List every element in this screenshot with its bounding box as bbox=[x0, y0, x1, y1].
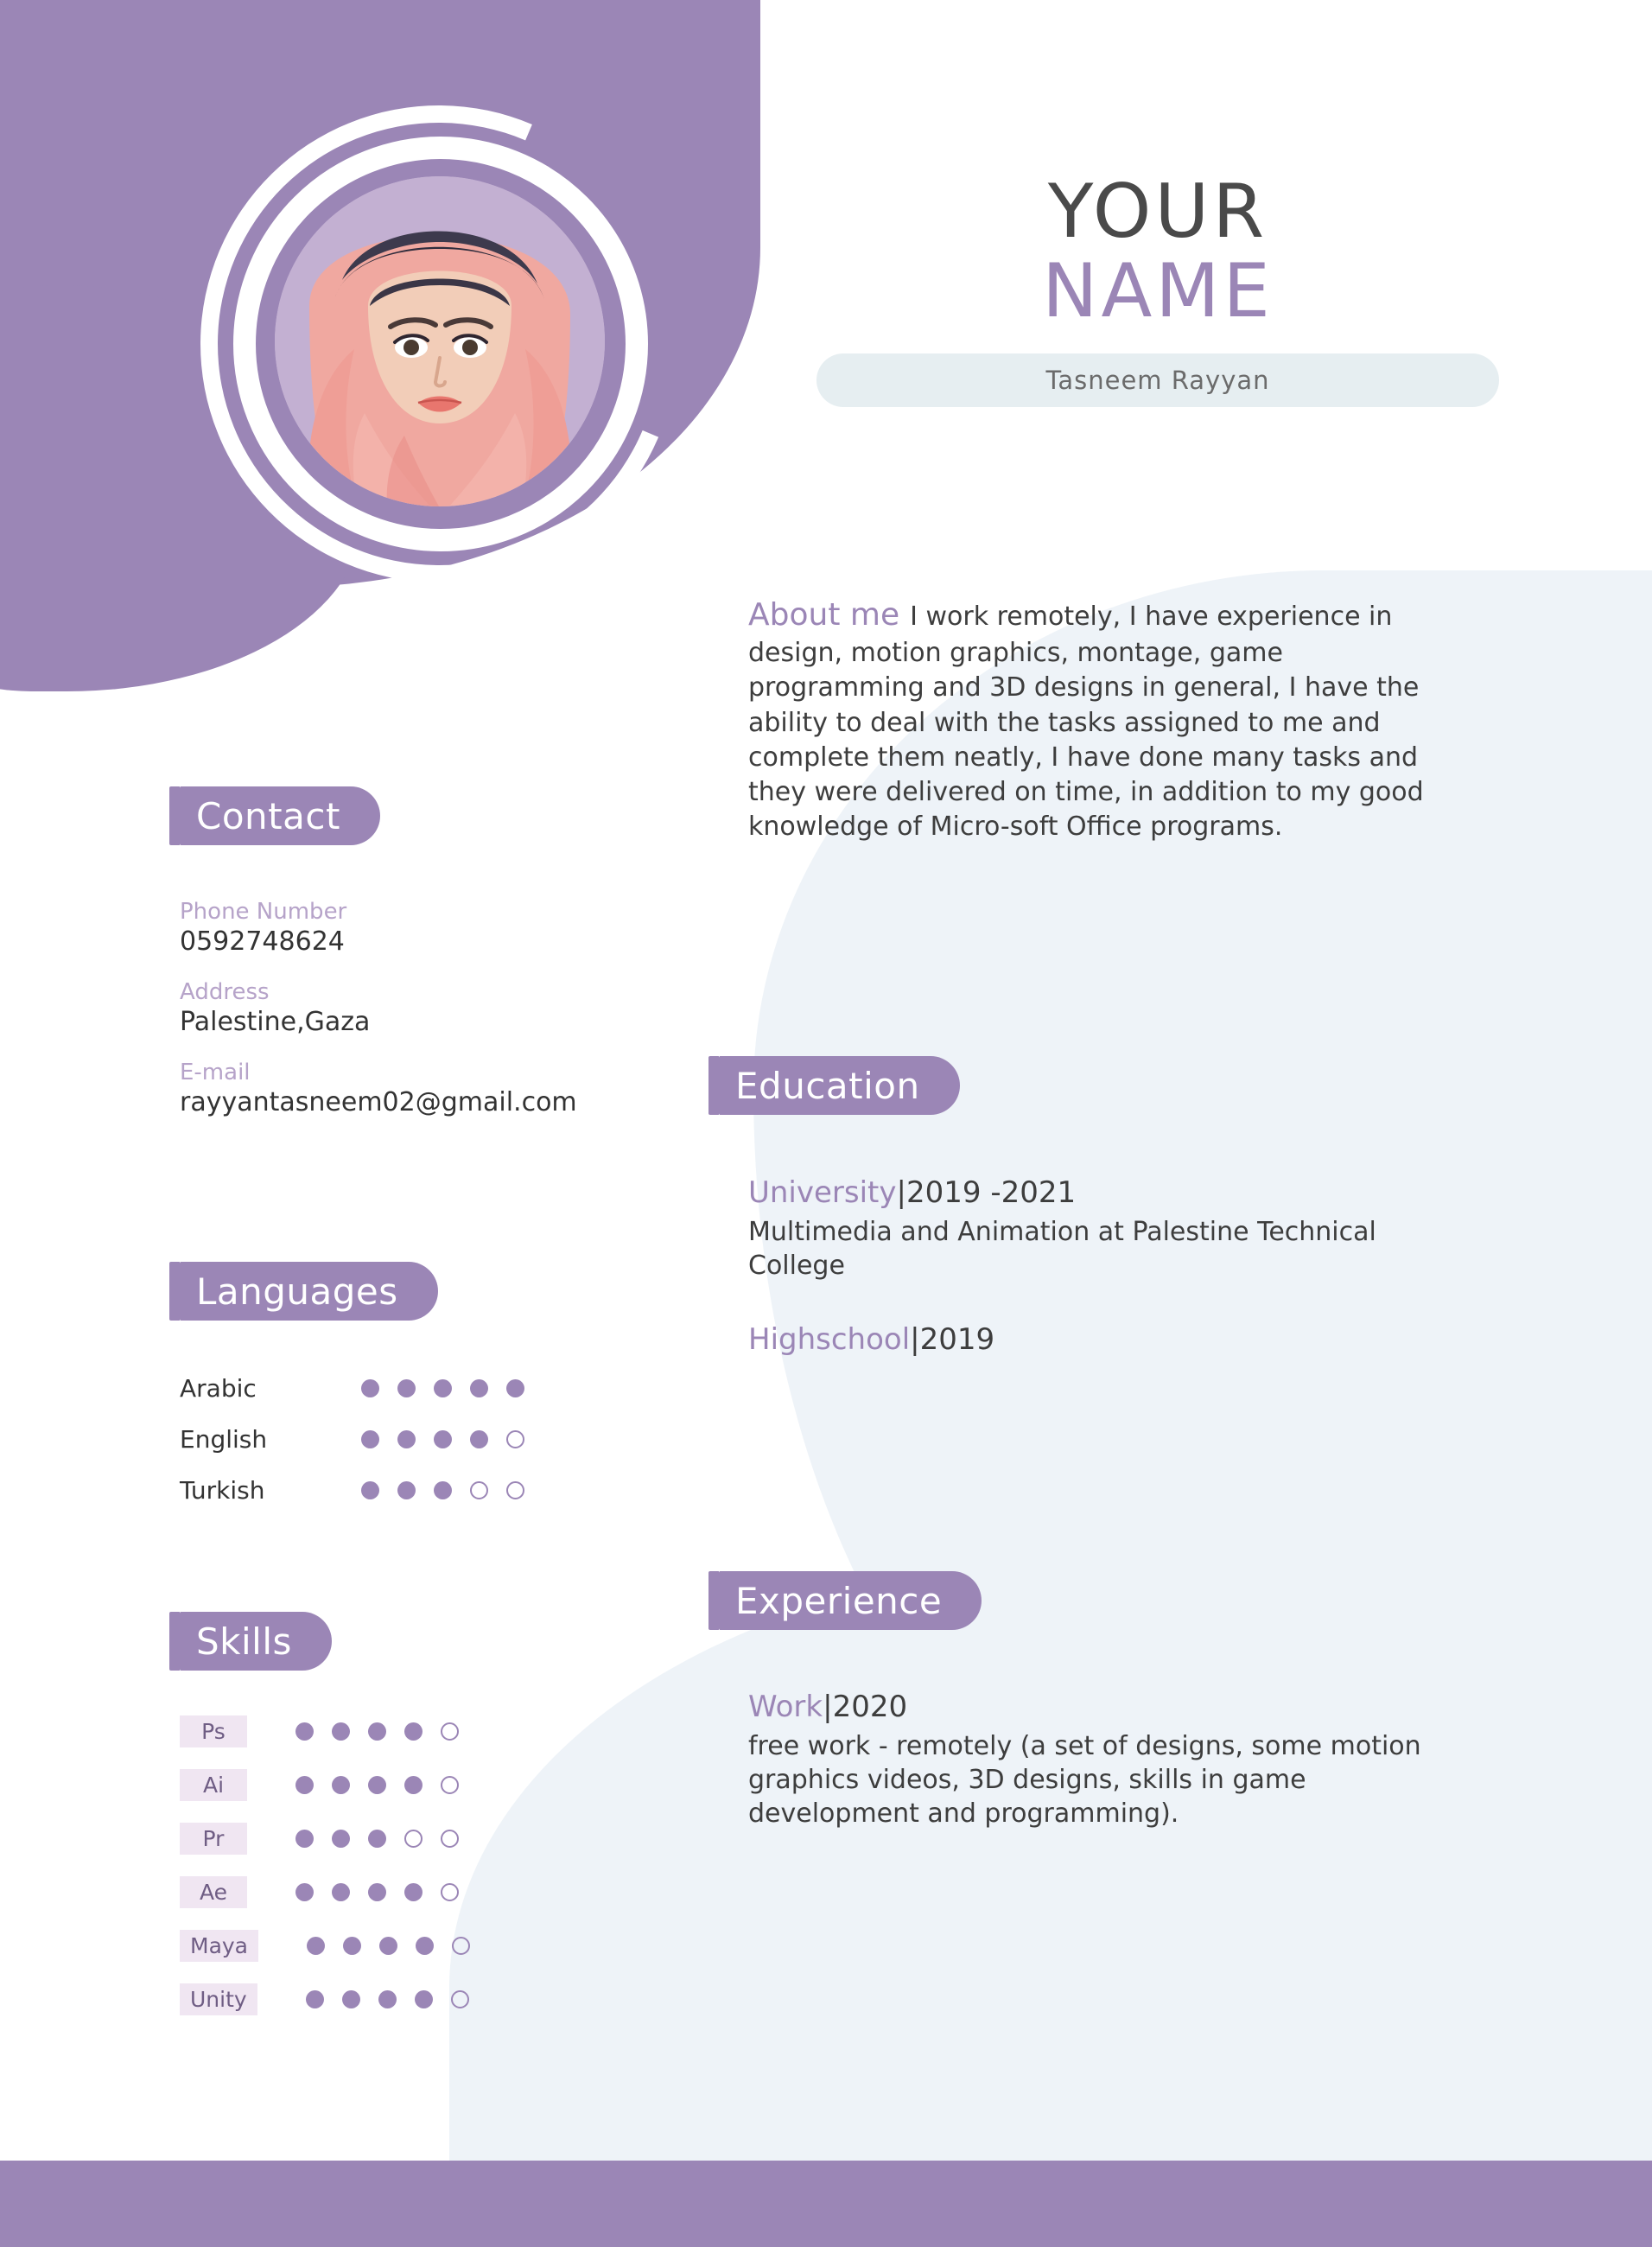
contact-section bbox=[180, 899, 698, 1140]
experience-entry-separator: | bbox=[823, 1690, 833, 1724]
experience-section bbox=[748, 1690, 1457, 1870]
skill-tag: Ae bbox=[180, 1876, 247, 1908]
experience-entry-date: 2020 bbox=[832, 1690, 908, 1724]
skill-rating bbox=[295, 1830, 477, 1848]
skill-rating bbox=[306, 1990, 487, 2008]
about-text: I work remotely, I have experience in design, motion graphics, montage, game programming and 3D designs in general, I have the ability to deal with the tasks assigned to me and complete them neatly, I have done many tasks and they were delivered on time, in addition to my good knowledge of Micro-soft Office programs. bbox=[748, 602, 1424, 843]
skills-heading-label: Skills bbox=[181, 1612, 332, 1671]
education-heading bbox=[708, 1056, 960, 1115]
language-name: English bbox=[180, 1425, 268, 1454]
contact-heading-label: Contact bbox=[181, 786, 380, 845]
heading-accent-bar bbox=[169, 1262, 181, 1321]
address-label: Address bbox=[180, 979, 270, 1005]
language-rating bbox=[361, 1430, 543, 1448]
education-entry-date: 2019 bbox=[919, 1322, 995, 1357]
skill-tag: Pr bbox=[180, 1823, 247, 1855]
heading-accent-bar bbox=[708, 1571, 720, 1630]
name-block bbox=[743, 169, 1573, 407]
name-subtitle-pill: Tasneem Rayyan bbox=[816, 353, 1499, 407]
list-item bbox=[180, 1769, 646, 1801]
languages-heading bbox=[169, 1262, 438, 1321]
languages-section bbox=[180, 1374, 646, 1527]
avatar bbox=[275, 176, 605, 506]
education-entry-body: Multimedia and Animation at Palestine Technical College bbox=[748, 1217, 1376, 1281]
language-rating bbox=[361, 1481, 543, 1499]
list-item bbox=[180, 1823, 646, 1855]
page-title-line1: YOUR bbox=[1047, 169, 1268, 255]
list-item bbox=[180, 1425, 646, 1454]
language-rating bbox=[361, 1379, 543, 1397]
education-entry-separator: | bbox=[896, 1175, 906, 1210]
about-title: About me bbox=[748, 597, 900, 633]
list-item bbox=[180, 1983, 646, 2015]
list-item bbox=[180, 1715, 646, 1747]
page-title-line2: NAME bbox=[1042, 248, 1274, 335]
about-section bbox=[748, 595, 1439, 844]
skills-section bbox=[180, 1715, 646, 2037]
experience-heading-label: Experience bbox=[720, 1571, 982, 1630]
language-name: Turkish bbox=[180, 1476, 265, 1505]
education-entry-label: University bbox=[748, 1175, 897, 1210]
skill-tag: Maya bbox=[180, 1930, 258, 1962]
email-label: E-mail bbox=[180, 1060, 251, 1085]
heading-accent-bar bbox=[169, 1612, 181, 1671]
skill-rating bbox=[295, 1883, 477, 1901]
list-item bbox=[180, 1876, 646, 1908]
education-section bbox=[748, 1175, 1457, 1362]
education-entry-date: 2019 -2021 bbox=[905, 1175, 1077, 1210]
skill-tag: Unity bbox=[180, 1983, 257, 2015]
experience-heading bbox=[708, 1571, 982, 1630]
language-name: Arabic bbox=[180, 1374, 257, 1403]
list-item bbox=[180, 1930, 646, 1962]
email-value: rayyantasneem02@gmail.com bbox=[180, 1087, 577, 1117]
skill-rating bbox=[295, 1776, 477, 1794]
list-item bbox=[180, 1374, 646, 1403]
education-entry-head bbox=[748, 1175, 1457, 1210]
contact-heading bbox=[169, 786, 380, 845]
skill-tag: Ps bbox=[180, 1715, 247, 1747]
address-value: Palestine,Gaza bbox=[180, 1007, 371, 1037]
heading-accent-bar bbox=[708, 1056, 720, 1115]
footer-bar bbox=[0, 2161, 1652, 2247]
skills-heading bbox=[169, 1612, 332, 1671]
portrait-illustration bbox=[275, 176, 605, 506]
experience-entry-head bbox=[748, 1690, 1457, 1724]
phone-value: 0592748624 bbox=[180, 926, 345, 957]
phone-label: Phone Number bbox=[180, 899, 347, 925]
profile-photo-frame bbox=[259, 156, 631, 527]
heading-accent-bar bbox=[169, 786, 181, 845]
experience-entry-label: Work bbox=[748, 1690, 823, 1724]
skill-rating bbox=[295, 1722, 477, 1741]
education-entry-separator: | bbox=[910, 1322, 920, 1357]
experience-entry-body: free work - remotely (a set of designs, some motion graphics videos, 3D designs, skills in game development and programming). bbox=[748, 1731, 1421, 1829]
education-heading-label: Education bbox=[720, 1056, 960, 1115]
list-item bbox=[180, 1476, 646, 1505]
languages-heading-label: Languages bbox=[181, 1262, 438, 1321]
skill-tag: Ai bbox=[180, 1769, 247, 1801]
education-entry-head bbox=[748, 1322, 1457, 1357]
skill-rating bbox=[307, 1937, 488, 1955]
education-entry-label: Highschool bbox=[748, 1322, 911, 1357]
